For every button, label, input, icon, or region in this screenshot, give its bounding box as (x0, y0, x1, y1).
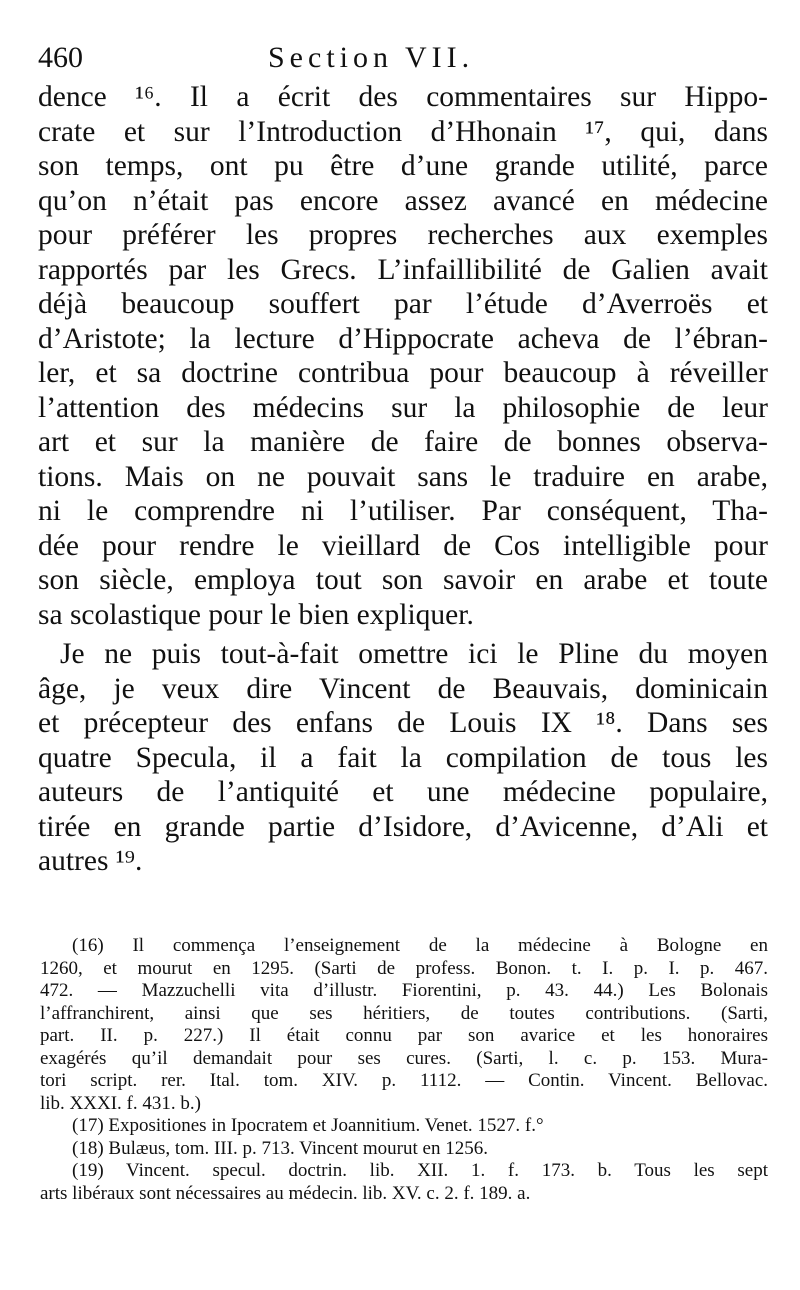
text-line: ler, et sa doctrine contribua pour beaucoup à réveiller (38, 357, 768, 389)
page-header (38, 38, 768, 78)
footnote-line: 472. — Mazzuchelli vita d’illustr. Fiorentini, p. 43. 44.) Les Bolonais (40, 980, 768, 1001)
text-line: d’Aristote; la lecture d’Hippocrate acheva de l’ébran- (38, 322, 768, 355)
footnote-line: arts libéraux sont nécessaires au médecin. lib. XV. c. 2. f. 189. a. (40, 1182, 531, 1204)
text-line: rapportés par les Grecs. L’infaillibilité de Galien avait (38, 253, 768, 286)
footnote-line: 1260, et mourut en 1295. (Sarti de profess. Bonon. t. I. p. I. p. 467. (40, 957, 768, 979)
text-line: Je ne puis tout-à-fait omettre ici le Pline du moyen (60, 638, 768, 670)
text-line: tirée en grande partie d’Isidore, d’Avicenne, d’Ali et (38, 810, 768, 843)
text-line: son siècle, employa tout son savoir en arabe et toute (38, 564, 768, 596)
text-line: déjà beaucoup souffert par l’étude d’Averroës et (38, 288, 768, 320)
footnote-line: tori script. rer. Ital. tom. XIV. p. 1112. — Contin. Vincent. Bellovac. (40, 1070, 768, 1091)
text-line: ni le comprendre ni l’utiliser. Par conséquent, Tha- (38, 495, 768, 527)
text-line: et précepteur des enfans de Louis IX ¹⁸. Dans ses (38, 707, 768, 739)
text-line: l’attention des médecins sur la philosophie de leur (38, 391, 768, 424)
footnotes (40, 935, 768, 1205)
text-line: dence ¹⁶. Il a écrit des commentaires sur Hippo- (38, 81, 768, 113)
text-line: art et sur la manière de faire de bonnes observa- (38, 426, 768, 458)
main-text (38, 80, 768, 879)
footnote-line: (16) Il commença l’enseignement de la médecine à Bologne en (72, 935, 768, 956)
page-number: 460 (38, 41, 83, 74)
footnote-line: exagérés qu’il demandait pour ses cures. (Sarti, l. c. p. 153. Mura- (40, 1047, 768, 1069)
text-line: auteurs de l’antiquité et une médecine populaire, (38, 776, 768, 808)
footnote-line: (17) Expositiones in Ipocratem et Joannitium. Venet. 1527. f.° (72, 1115, 544, 1136)
text-line: pour préférer les propres recherches aux exemples (38, 219, 768, 251)
footnote-line: lib. XXXI. f. 431. b.) (40, 1092, 201, 1114)
text-line: quatre Specula, il a fait la compilation de tous les (38, 741, 768, 774)
running-head: Section VII. (268, 41, 475, 74)
footnote-line: (19) Vincent. specul. doctrin. lib. XII. 1. f. 173. b. Tous les sept (72, 1160, 768, 1181)
text-line: son temps, ont pu être d’une grande utilité, parce (38, 150, 768, 182)
text-line: dée pour rendre le vieillard de Cos intelligible pour (38, 529, 768, 562)
footnote-line: l’affranchirent, ainsi que ses héritiers, de toutes contributions. (Sarti, (40, 1002, 768, 1024)
text-line: sa scolastique pour le bien expliquer. (38, 598, 474, 631)
text-line: âge, je veux dire Vincent de Beauvais, dominicain (38, 672, 768, 705)
footnote-line: (18) Bulæus, tom. III. p. 713. Vincent mourut en 1256. (72, 1137, 488, 1159)
text-line: autres ¹⁹. (38, 845, 143, 877)
footnote-line: part. II. p. 227.) Il était connu par son avarice et les honoraires (40, 1025, 768, 1046)
text-line: crate et sur l’Introduction d’Hhonain ¹⁷, qui, dans (38, 115, 768, 148)
text-line: tions. Mais on ne pouvait sans le traduire en arabe, (38, 460, 768, 493)
text-line: qu’on n’était pas encore assez avancé en médecine (38, 184, 768, 217)
